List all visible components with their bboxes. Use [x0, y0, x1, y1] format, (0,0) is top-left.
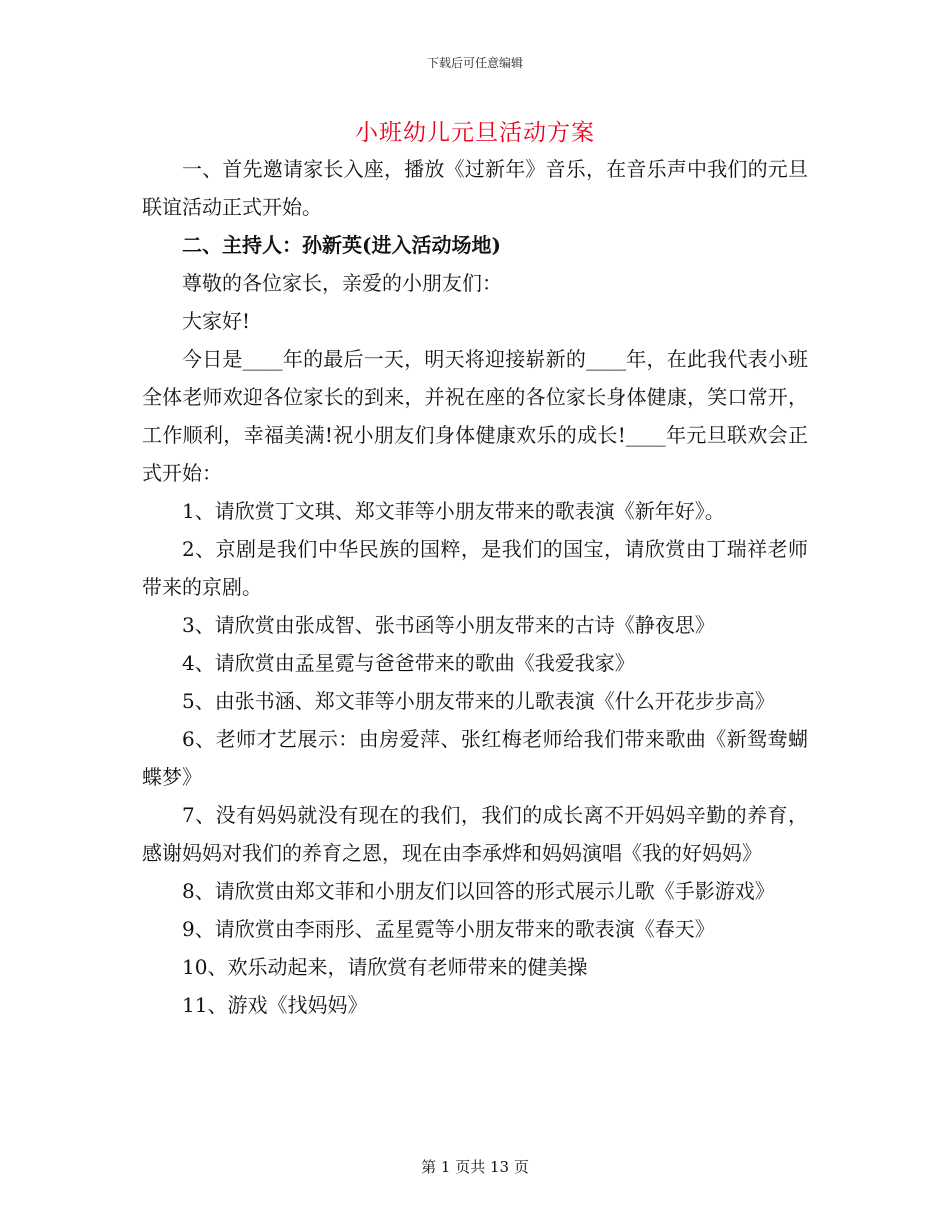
program-item-8: 8、请欣赏由郑文菲和小朋友们以回答的形式展示儿歌《手影游戏》	[182, 879, 775, 903]
program-item-2: 2、京剧是我们中华民族的国粹，是我们的国宝，请欣赏由丁瑞祥老师带来的京剧。	[142, 537, 808, 599]
program-item-4: 4、请欣赏由孟星霓与爸爸带来的歌曲《我爱我家》	[182, 651, 635, 675]
program-item-5: 5、由张书涵、郑文菲等小朋友带来的儿歌表演《什么开花步步高》	[182, 689, 775, 713]
program-item-7: 7、没有妈妈就没有现在的我们，我们的成长离不开妈妈辛勤的养育，感谢妈妈对我们的养育之恩，现在由李承烨和妈妈演唱《我的好妈妈》	[142, 803, 808, 865]
program-item-10: 10、欢乐动起来，请欣赏有老师带来的健美操	[182, 955, 588, 979]
paragraph-section-1: 一、首先邀请家长入座，播放《过新年》音乐，在音乐声中我们的元旦联谊活动正式开始。	[142, 157, 808, 219]
program-item-6: 6、老师才艺展示：由房爱萍、张红梅老师给我们带来歌曲《新鸳鸯蝴蝶梦》	[142, 727, 808, 789]
program-item-9: 9、请欣赏由李雨彤、孟星霓等小朋友带来的歌表演《春天》	[182, 917, 715, 941]
program-item-11: 11、游戏《找妈妈》	[182, 993, 368, 1017]
program-item-3: 3、请欣赏由张成智、张书函等小朋友带来的古诗《静夜思》	[182, 613, 715, 637]
paragraph-greeting: 尊敬的各位家长，亲爱的小朋友们：	[182, 271, 502, 295]
paragraph-hello: 大家好!	[182, 309, 251, 333]
document-title: 小班幼儿元旦活动方案	[355, 120, 595, 146]
paragraph-section-2-heading: 二、主持人：孙新英(进入活动场地)	[182, 233, 501, 257]
page-number-footer: 第 1 页共 13 页	[421, 1158, 529, 1176]
document-body	[142, 150, 808, 1024]
paragraph-opening-speech: 今日是____年的最后一天，明天将迎接崭新的____年，在此我代表小班全体老师欢迎各位家长的到来，并祝在座的各位家长身体健康，笑口常开，工作顺利，幸福美满!祝小朋友们身体健康欢乐的成长!____年元旦联欢会正式开始：	[142, 347, 808, 485]
header-note: 下载后可任意编辑	[426, 56, 523, 70]
program-item-1: 1、请欣赏丁文琪、郑文菲等小朋友带来的歌表演《新年好》。	[182, 499, 725, 523]
